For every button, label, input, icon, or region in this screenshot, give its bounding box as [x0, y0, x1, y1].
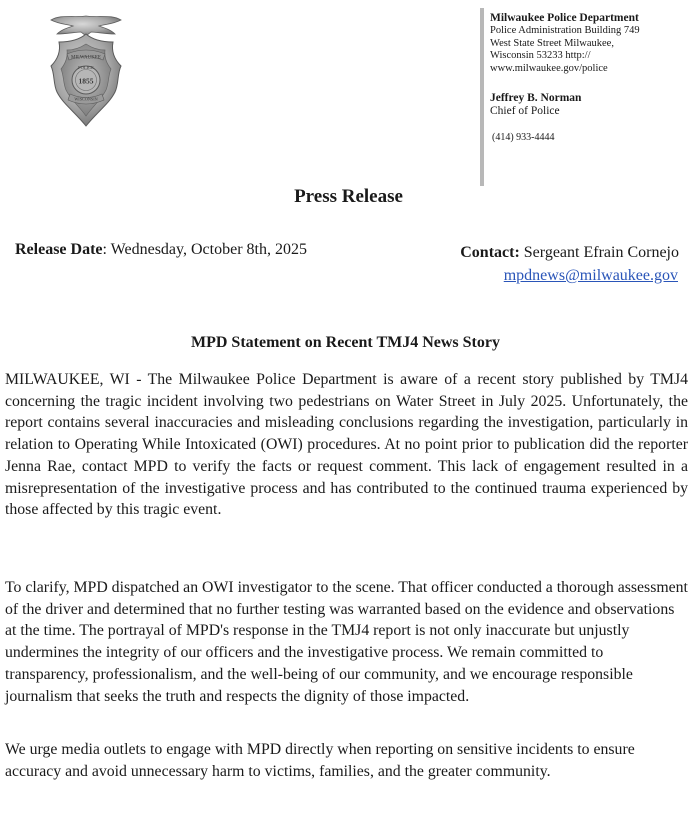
body-paragraph: To clarify, MPD dispatched an OWI investigator to the scene. That officer conducted a thorough assessment of the driver and determined that no further testing was warranted based on the evidence and observations at the time. The portrayal of MPD's response in the TMJ4 report is not only inaccurate but unjustly undermines the integrity of our officers and the investigative process. We remain committed to transparency, professionalism, and the well-being of our community, and we encourage responsible journalism that seeks the truth and respects the dignity of those impacted. — [5, 579, 688, 705]
release-date-value: : Wednesday, October 8th, 2025 — [102, 241, 307, 258]
page-title: Press Release — [294, 186, 403, 207]
address-line: West State Street Milwaukee, — [490, 37, 614, 49]
chief-name: Jeffrey B. Norman — [490, 92, 582, 104]
contact-block — [460, 241, 679, 287]
address-line: Wisconsin 53233 http:// — [490, 50, 591, 61]
header-address-block — [490, 12, 685, 145]
svg-text:1855: 1855 — [78, 76, 94, 86]
svg-text:POLICE: POLICE — [78, 65, 94, 70]
police-badge-icon — [43, 12, 129, 130]
body-paragraph: We urge media outlets to engage with MPD directly when reporting on sensitive incidents to ensure accuracy and avoid unnecessary harm to victims, families, and the greater community. — [5, 741, 635, 780]
contact-label: Contact: — [460, 244, 520, 261]
svg-text:MILWAUKEE: MILWAUKEE — [71, 55, 101, 61]
release-date-label: Release Date — [15, 241, 103, 258]
contact-email-link[interactable]: mpdnews@milwaukee.gov — [503, 267, 678, 284]
address-line: Police Administration Building 749 — [490, 25, 640, 36]
release-date — [15, 241, 307, 259]
body-paragraph: MILWAUKEE, WI - The Milwaukee Police Department is aware of a recent story published by TMJ4 concerning the tragic incident involving two pedestrians on Water Street in July 2025. Unfortunately, the report contains several inaccuracies and misleading conclusions regarding the investigation, particularly in relation to Operating While Intoxicated (OWI) procedures. At no point prior to publication did the reporter Jenna Rae, contact MPD to verify the facts or request comment. This lack of engagement resulted in a misrepresentation of the investigative process and has contributed to the continued trauma experienced by those affected by this tragic event. — [5, 371, 688, 519]
contact-name: Sergeant Efrain Cornejo — [519, 244, 679, 261]
statement-title: MPD Statement on Recent TMJ4 News Story — [191, 334, 500, 351]
department-name: Milwaukee Police Department — [490, 12, 639, 24]
svg-text:WISCONSIN: WISCONSIN — [74, 96, 98, 102]
chief-title: Chief of Police — [490, 105, 560, 117]
address-line: www.milwaukee.gov/police — [490, 62, 608, 74]
header-divider — [480, 8, 484, 186]
contact-line — [460, 241, 679, 264]
phone-number: (414) 933-4444 — [492, 132, 555, 143]
